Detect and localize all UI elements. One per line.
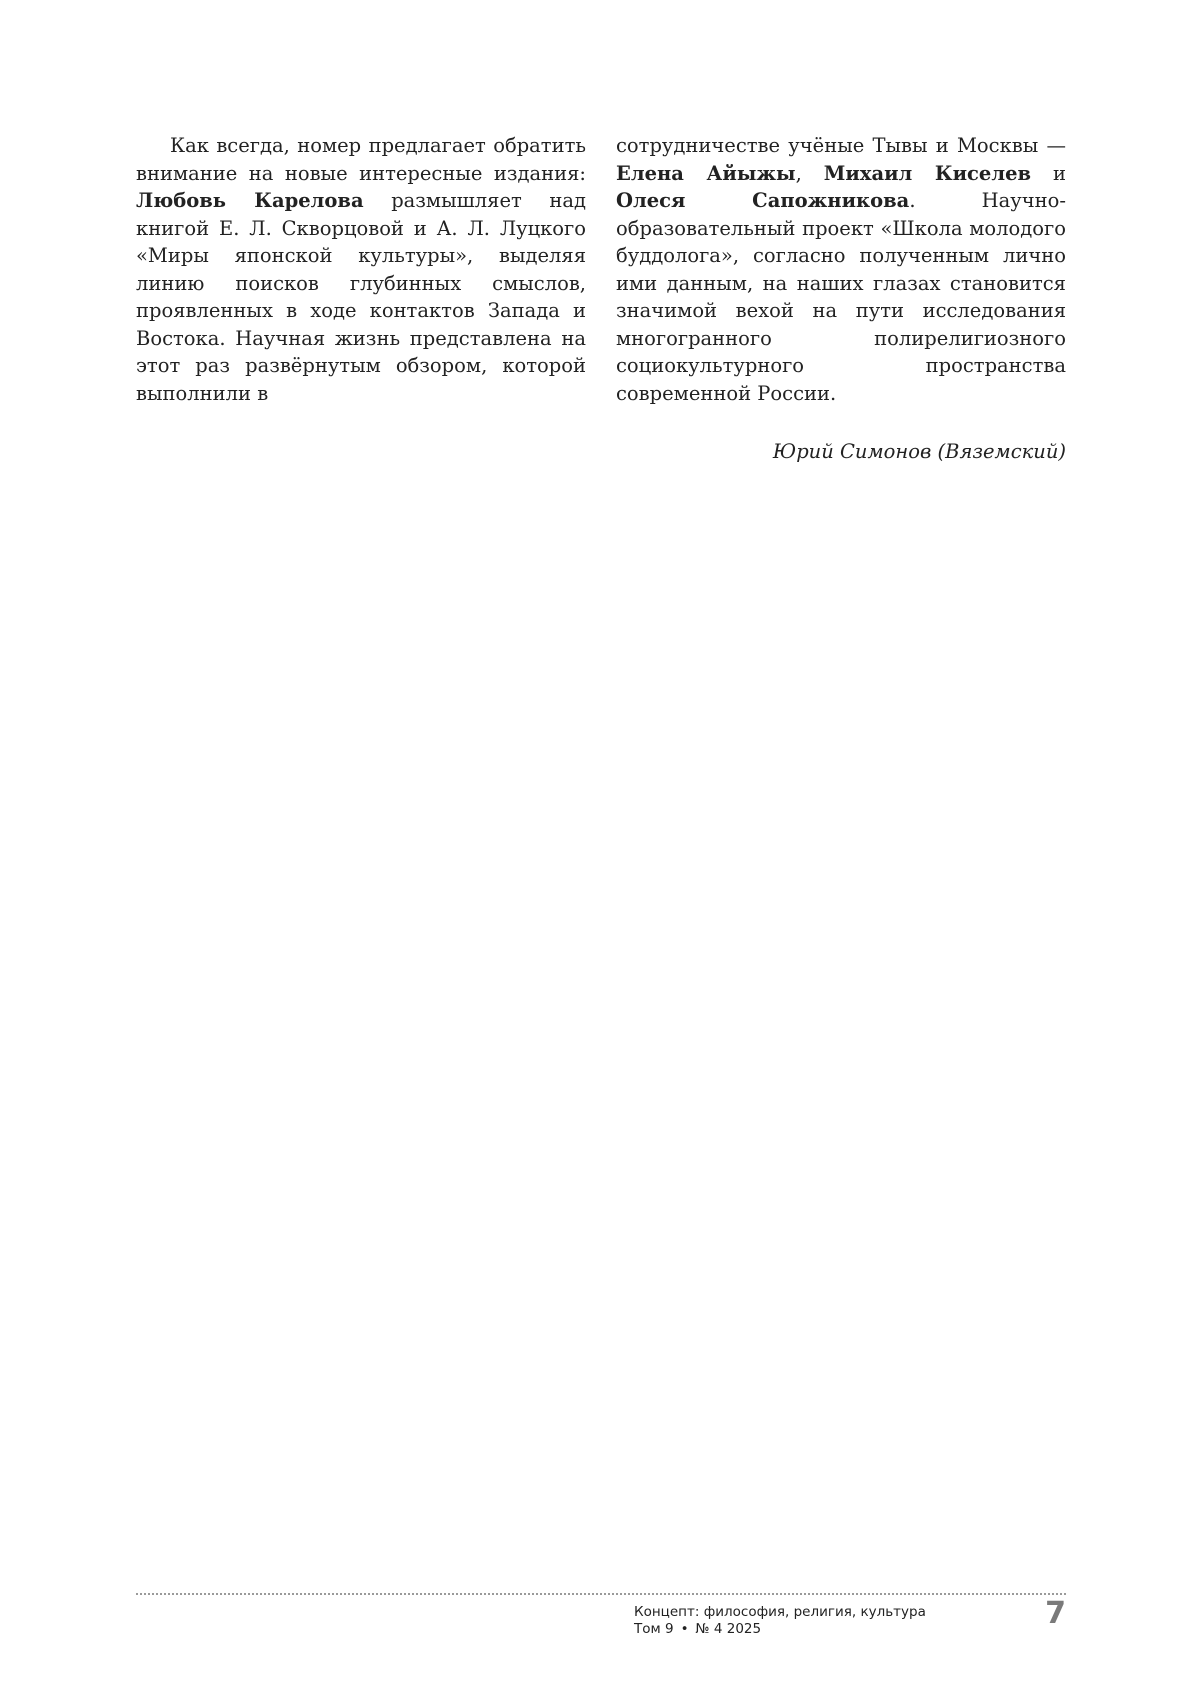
- journal-title: Концепт: философия, религия, культура: [634, 1604, 926, 1620]
- footer-dotted-rule: [136, 1593, 1066, 1595]
- editor-signature: Юрий Симонов (Вяземский): [772, 440, 1066, 463]
- text-run: ,: [795, 161, 824, 185]
- right-column: [616, 132, 1066, 407]
- journal-info: [634, 1604, 926, 1638]
- author-name-bold: Любовь Карелова: [136, 189, 364, 212]
- volume-issue-line: [634, 1621, 926, 1638]
- page-number: 7: [1045, 1596, 1066, 1631]
- text-run: сотрудничестве учёные Тывы и Москвы —: [616, 134, 1066, 157]
- author-name-bold: Михаил Киселев: [823, 161, 1032, 185]
- author-name-bold: Олеся Сапожникова: [616, 189, 910, 212]
- volume: Том 9: [634, 1621, 674, 1637]
- right-paragraph: [616, 132, 1066, 407]
- text-run: размышляет над книгой Е. Л. Скворцовой и А. Л. Луцкого «Миры японской культуры», выделяя линию поисков глубинных смыслов, проявленных в ходе контактов Запада и Востока. Научная жизнь представлена на этот раз развёрнутым обзором, которой выполнили в: [136, 189, 586, 405]
- text-run: и: [1031, 161, 1066, 185]
- text-run: . Научно-образовательный проект «Школа молодого буддолога», согласно полученным лично ими данным, на наших глазах становится значимой вехой на пути исследования многогранного полирелигиозного социокультурного пространства современной России.: [616, 189, 1066, 405]
- author-name-bold: Елена Айыжы: [616, 161, 796, 185]
- issue: № 4 2025: [695, 1621, 762, 1637]
- text-run: Как всегда, номер предлагает обратить внимание на новые интересные издания:: [136, 134, 586, 185]
- bullet-separator: •: [680, 1621, 689, 1637]
- left-column: [136, 132, 586, 407]
- left-paragraph: [136, 132, 586, 407]
